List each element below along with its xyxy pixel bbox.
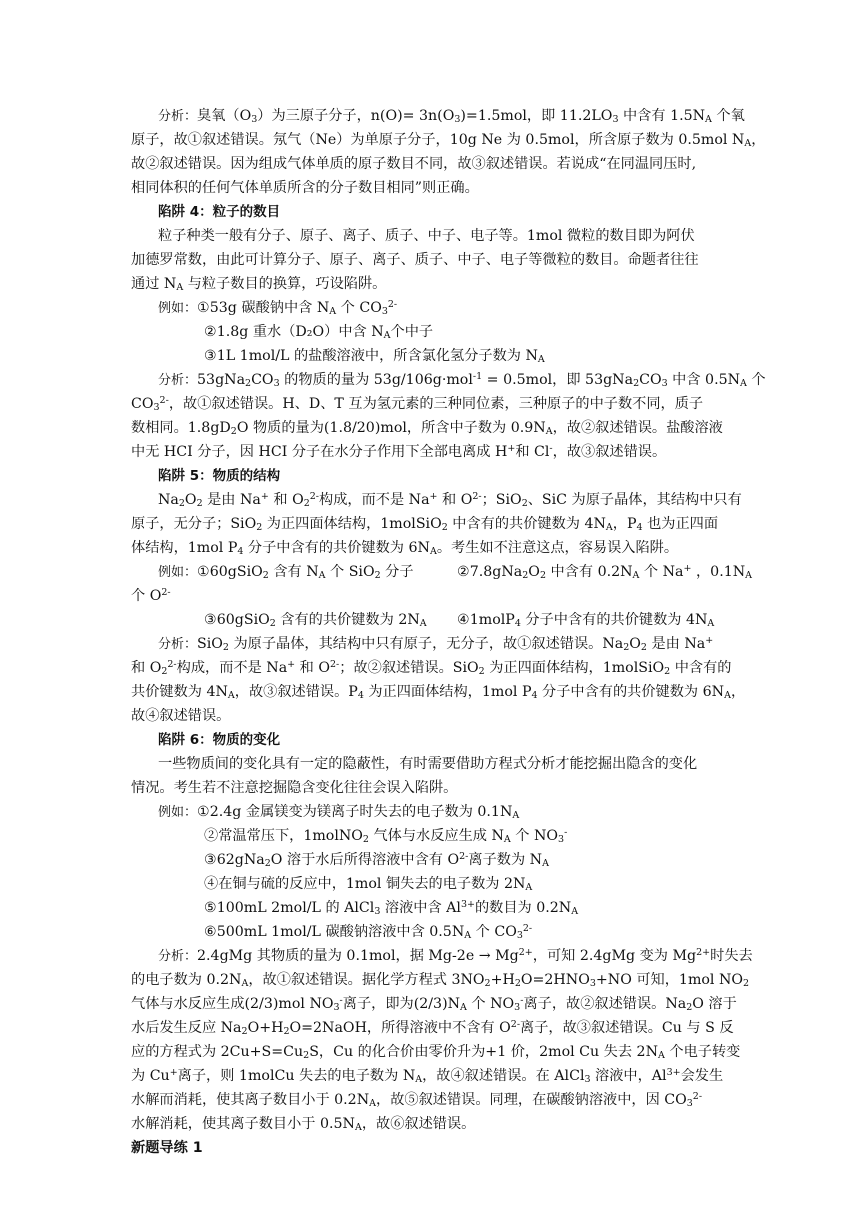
trap-4-example-2: ②1.8g 重水（D₂O）中含 $N_A$个中子 — [204, 324, 434, 341]
trap-5-example-1: 例如：①60gSiO$_2$ 含有 $N_A$ 个 SiO$_2$ 分子 — [158, 564, 414, 581]
trap-5-example-2: $②7.8gNa_2O_2$ 中含有 $0.2N_A$ 个 Na+ ，$0.1N_A$ — [457, 563, 753, 581]
trap-5-heading: 陷阱 5：物质的结构 — [158, 468, 281, 484]
trap-6-analysis-6: 为 Cu+离子，则 1molCu 失去的电子数为 $N_A$，故④叙述错误。在 AlCl$_3$ 溶液中，$Al^{3+}$会发生 — [131, 1067, 724, 1085]
trap-6-analysis-1: 分析：2.4gMg 其物质的量为 0.1mol，据 $Mg-2e \to Mg^{2+}$，可知 2.4gMg 变为 $Mg^{2+}$时失去 — [158, 947, 753, 964]
trap-5-analysis-1: 分析：SiO$_2$ 为原子晶体，其结构中只有原子，无分子，故①叙述错误。$Na_2O_2$ 是由 Na+ — [158, 635, 714, 653]
trap-6-analysis-8: 水解消耗，使其离子数目小于 $0.5N_A$，故⑥叙述错误。 — [131, 1116, 476, 1133]
trap-5-example-2-cont: 个 $O^{2-}$ — [131, 587, 171, 604]
trap-6-line-1: 一些物质间的变化具有一定的隐蔽性，有时需要借助方程式分析才能挖掘出隐含的变化 — [158, 756, 698, 772]
trap-6-analysis-4: 水后发生反应 $Na_2O+H_2O=2NaOH$，所得溶液中不含有 $O^{2-}$离子，故③叙述错误。Cu 与 S 反 — [131, 1019, 734, 1037]
trap-6-line-2: 情况。考生若不注意挖掘隐含变化往往会误入陷阱。 — [131, 780, 458, 796]
analysis-ozone-line-1: 分析：臭氧$(O_3)$为三原子分子，$n(O)= 3n(O_3)=1.5mol$，即 $11.2LO_3$ 中含有 $1.5N_A$ 个氧 — [158, 108, 745, 125]
trap-4-line-1: 粒子种类一般有分子、原子、离子、质子、中子、电子等。1mol 微粒的数目即为阿伏 — [158, 228, 695, 244]
trap-4-analysis-2: $CO_3^{2-}$，故①叙述错误。H、D、T 互为氢元素的三种同位素，三种原子的中子数不同，质子 — [131, 395, 704, 413]
trap-4-heading: 陷阱 4：粒子的数目 — [158, 204, 281, 220]
trap-6-example-2: ②常温常压下，1molNO$_2$ 气体与水反应生成 $N_A$ 个 $NO_3^-$ — [204, 827, 568, 845]
trap-5-example-4: ④1molP$_4$ 分子中含有的共价键数为 $4N_A$ — [457, 612, 715, 629]
trap-5-line-1: $Na_2O_2$ 是由 Na+ 和 $O_2^{2-}$构成，而不是 Na+ 和 $O^{2-}$；SiO$_2$、SiC 为原子晶体，其结构中只有 — [158, 491, 742, 509]
trap-5-line-3: 体结构，1mol $P_4$ 分子中含有的共价键数为 $6N_A$。考生如不注意这点，容易误入陷阱。 — [131, 540, 679, 557]
section-heading-practice: 新题导练 1 — [131, 1140, 203, 1156]
analysis-ozone-line-2: 原子，故①叙述错误。氖气（Ne）为单原子分子，10g Ne 为 0.5mol，所含原子数为 0.5mol $N_A$， — [131, 132, 766, 149]
trap-6-example-5: ⑤100mL 2mol/L 的 AlCl$_3$ 溶液中含 $Al^{3+}$的数目为 $0.2N_A$ — [204, 899, 579, 917]
trap-6-example-3: ③62gNa$_2$O 溶于水后所得溶液中含有 $O^{2-}$离子数为 $N_A$ — [204, 851, 549, 869]
trap-6-analysis-2: 的电子数为 $0.2N_A$，故①叙述错误。据化学方程式 $3NO_2+H_2O=2HNO_3+NO$ 可知，1mol $NO_2$ — [131, 972, 750, 989]
trap-6-example-4: ④在铜与硫的反应中，1mol 铜失去的电子数为 $2N_A$ — [204, 876, 533, 893]
trap-4-analysis-4: 中无 HCI 分子，因 HCI 分子在水分子作用下全部电离成 H+和 Cl-，故③叙述错误。 — [131, 443, 667, 460]
trap-6-analysis-7: 水解而消耗，使其离子数目小于 $0.2N_A$，故⑤叙述错误。同理，在碳酸钠溶液中，因 $CO_3^{2-}$ — [131, 1091, 703, 1109]
trap-5-analysis-4: 故④叙述错误。 — [131, 708, 231, 724]
trap-5-analysis-3: 共价键数为 $4N_A$，故③叙述错误。$P_4$ 为正四面体结构，1mol $P_4$ 分子中含有的共价键数为 $6N_A$， — [131, 684, 746, 701]
analysis-ozone-line-3: 故②叙述错误。因为组成气体单质的原子数目不同，故③叙述错误。若说成“在同温同压时, — [131, 156, 697, 172]
trap-4-line-3: 通过 $N_A$ 与粒子数目的换算，巧设陷阱。 — [131, 276, 387, 293]
trap-5-analysis-2: 和 $O_2^{2-}$构成，而不是 Na+ 和 $O^{2-}$；故②叙述错误。SiO$_2$ 为正四面体结构，1molSiO$_2$ 中含有的 — [131, 659, 732, 677]
trap-4-example-3: ③1L 1mol/L 的盐酸溶液中，所含氯化氢分子数为 $N_A$ — [204, 348, 545, 365]
trap-6-analysis-3: 气体与水反应生成(2/3)mol $NO_3^-$离子，即为$(2/3)N_A$ 个 $NO_3^-$离子，故②叙述错误。$Na_2O$ 溶于 — [131, 995, 737, 1013]
trap-4-line-2: 加德罗常数，由此可计算分子、原子、离子、质子、中子、电子等微粒的数目。命题者往往 — [131, 252, 699, 268]
trap-6-analysis-5: 应的方程式为 $2Cu+S=Cu_2S$，Cu 的化合价由零价升为+1 价，2mol Cu 失去 $2N_A$ 个电子转变 — [131, 1044, 741, 1061]
trap-6-example-1: 例如：①2.4g 金属镁变为镁离子时失去的电子数为 $0.1N_A$ — [158, 804, 520, 821]
trap-5-line-2: 原子，无分子；SiO$_2$ 为正四面体结构，1molSiO$_2$ 中含有的共价键数为 $4N_A$，$P_4$ 也为正四面 — [131, 516, 719, 533]
analysis-ozone-line-4: 相同体积的任何气体单质所含的分子数目相同”则正确。 — [131, 180, 479, 196]
trap-4-analysis-3: 数相同。$1.8gD_2O$ 物质的量为(1.8/20)mol，所含中子数为 $0.9N_A$，故②叙述错误。盐酸溶液 — [131, 420, 723, 437]
trap-4-example-1: 例如：①53g 碳酸钠中含 $N_A$ 个 $CO_3^{2-}$ — [158, 299, 398, 317]
trap-6-heading: 陷阱 6：物质的变化 — [158, 732, 281, 748]
trap-4-analysis-1: 分析：$53gNa_2CO_3$ 的物质的量为 53g/106g·mol$^{-1}$ = 0.5mol，即 $53gNa_2CO_3$ 中含 $0.5N_A$ 个 — [158, 371, 766, 389]
trap-6-example-6: ⑥500mL 1mol/L 碳酸钠溶液中含 $0.5N_A$ 个 $CO_3^{2-}$ — [204, 923, 533, 941]
trap-5-example-3: ③60gSiO$_2$ 含有的共价键数为 $2N_A$ — [204, 612, 427, 629]
